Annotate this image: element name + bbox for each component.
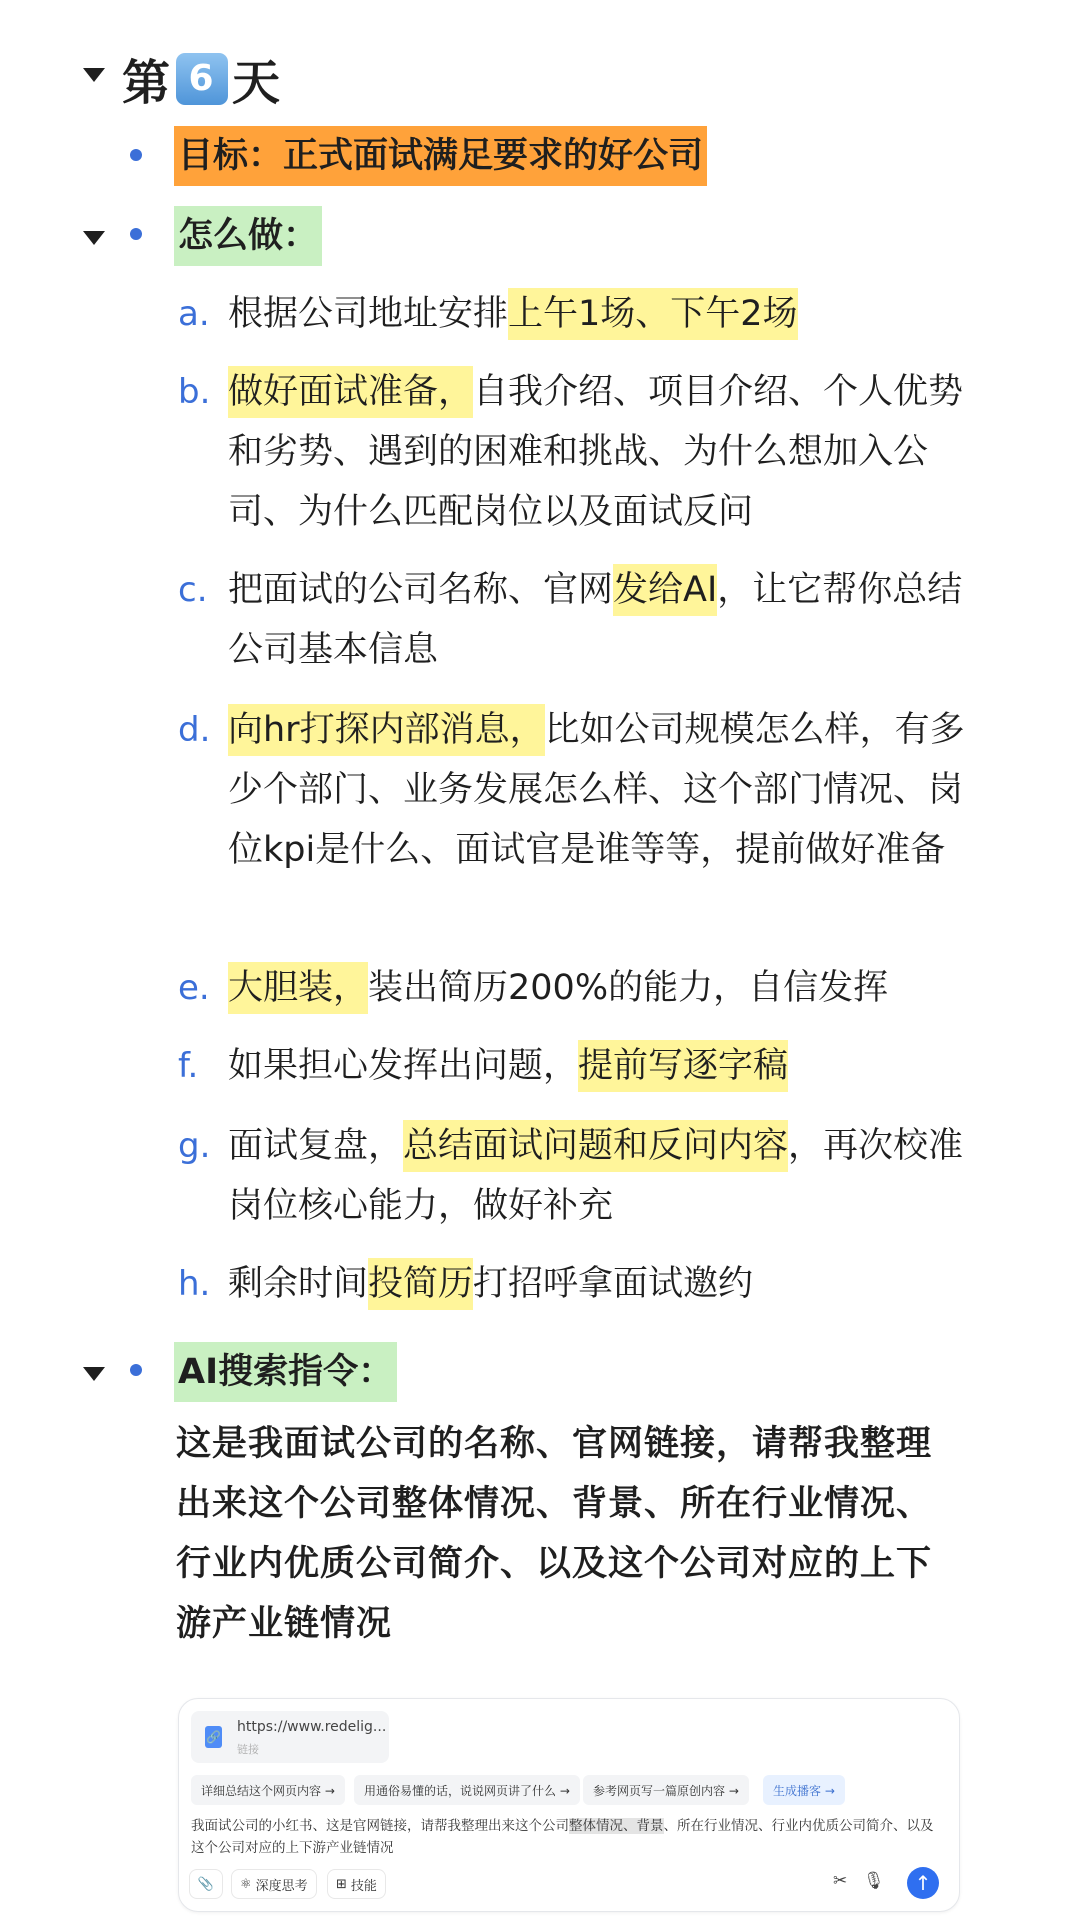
highlight-segment: 向hr打探内部消息， (228, 704, 545, 756)
item-label: c. (178, 570, 208, 610)
text-segment: ，让它帮你总结公司基本信息 (228, 570, 963, 670)
item-label: b. (178, 372, 211, 412)
list-item (178, 958, 968, 1018)
item-label: f. (178, 1046, 199, 1086)
day-suffix: 天 (232, 55, 283, 111)
link-icon: 🔗 (205, 1726, 222, 1748)
text-segment: 装出简历200%的能力，自信发挥 (368, 968, 889, 1008)
text-segment: ，再次校准岗位核心能力，做好补充 (228, 1126, 964, 1226)
list-item (178, 362, 968, 542)
item-label: e. (178, 968, 210, 1008)
link-type-label: 链接 (237, 1743, 259, 1756)
item-text (228, 362, 968, 542)
collapse-toggle-how[interactable] (83, 231, 105, 245)
day-heading (122, 44, 282, 113)
list-item (178, 700, 968, 940)
ai-heading: AI搜索指令： (174, 1342, 397, 1402)
list-item (178, 1116, 968, 1236)
highlight-segment: 做好面试准备， (228, 366, 473, 418)
bullet-icon (130, 228, 142, 240)
item-text (228, 560, 968, 680)
attach-button[interactable] (189, 1869, 223, 1899)
atom-icon: ⚛ (240, 1876, 252, 1892)
item-text (228, 958, 968, 1018)
paperclip-icon: 📎 (197, 1876, 215, 1892)
suggestion-chip-rewrite[interactable]: 参考网页写一篇原创内容 → (583, 1775, 749, 1805)
grid-icon: ⊞ (336, 1876, 347, 1892)
goal-heading: 目标：正式面试满足要求的好公司 (174, 126, 707, 186)
item-text (228, 700, 968, 880)
deep-think-button[interactable] (231, 1869, 317, 1899)
suggestion-chip-podcast[interactable]: 生成播客 → (763, 1775, 845, 1805)
chat-input-field[interactable] (191, 1815, 941, 1859)
list-item (178, 1254, 968, 1314)
text-segment: 根据公司地址安排 (228, 294, 509, 334)
microphone-icon[interactable]: 🎙 (863, 1871, 885, 1891)
highlight-segment: 上午1场、下午2场 (508, 288, 798, 340)
input-text-segment: 、所在行业情况、行业内优质公司简介、以及这个公司对应的上下游产业链情况 (191, 1818, 934, 1856)
input-text-segment: 我面试公司的小红书、这是官网链接，请帮我整理出来这个公司 (191, 1818, 569, 1834)
item-text (228, 284, 968, 344)
list-item (178, 1036, 968, 1096)
deep-think-label: 深度思考 (255, 1878, 308, 1894)
highlight-segment: 发给AI (613, 564, 717, 616)
highlight-segment: 投简历 (368, 1258, 473, 1310)
bullet-icon (130, 149, 142, 161)
highlight-segment: 提前写逐字稿 (578, 1040, 788, 1092)
how-heading: 怎么做： (174, 206, 322, 266)
item-label: a. (178, 294, 210, 334)
item-label: g. (178, 1126, 211, 1166)
input-selected-text: 整体情况、背景 (569, 1818, 664, 1834)
text-segment: 把面试的公司名称、官网 (228, 570, 614, 610)
chat-input-panel (178, 1698, 960, 1912)
item-label: d. (178, 710, 211, 750)
send-button[interactable] (907, 1867, 939, 1899)
text-segment: 如果担心发挥出问题， (228, 1046, 579, 1086)
text-segment: 面试复盘， (228, 1126, 404, 1166)
day-prefix: 第 (122, 55, 173, 111)
text-segment: 打招呼拿面试邀约 (473, 1264, 754, 1304)
arrow-up-icon: ↑ (914, 1871, 932, 1895)
text-segment: 比如公司规模怎么样，有多少个部门、业务发展怎么样、这个部门情况、岗位kpi是什么、面试官是谁等等，提前做好准备 (228, 710, 965, 870)
item-text (228, 1036, 968, 1096)
list-item (178, 560, 968, 680)
bullet-icon (130, 1364, 142, 1376)
text-segment: 自我介绍、项目介绍、个人优势和劣势、遇到的困难和挑战、为什么想加入公司、为什么匹配岗位以及面试反问 (228, 372, 964, 532)
suggestion-chip-explain[interactable]: 用通俗易懂的话，说说网页讲了什么 → (354, 1775, 580, 1805)
keycap-number-icon: 6 (176, 53, 228, 105)
scissors-icon[interactable]: ✂ (833, 1871, 848, 1891)
link-attachment-card[interactable] (191, 1711, 389, 1763)
collapse-toggle-ai[interactable] (83, 1367, 105, 1381)
item-text (228, 1116, 968, 1236)
link-url: https://www.redelig... (237, 1719, 387, 1735)
highlight-segment: 总结面试问题和反问内容 (403, 1120, 788, 1172)
skills-button[interactable] (327, 1869, 386, 1899)
item-text (228, 1254, 968, 1314)
item-label: h. (178, 1264, 211, 1304)
list-item (178, 284, 968, 344)
skills-label: 技能 (350, 1878, 377, 1894)
collapse-toggle-day[interactable] (83, 68, 105, 82)
text-segment: 剩余时间 (228, 1264, 369, 1304)
suggestion-chip-summarize[interactable]: 详细总结这个网页内容 → (191, 1775, 345, 1805)
highlight-segment: 大胆装， (228, 962, 368, 1014)
ai-prompt-text: 这是我面试公司的名称、官网链接，请帮我整理出来这个公司整体情况、背景、所在行业情况、行业内优质公司简介、以及这个公司对应的上下游产业链情况 (176, 1424, 933, 1644)
